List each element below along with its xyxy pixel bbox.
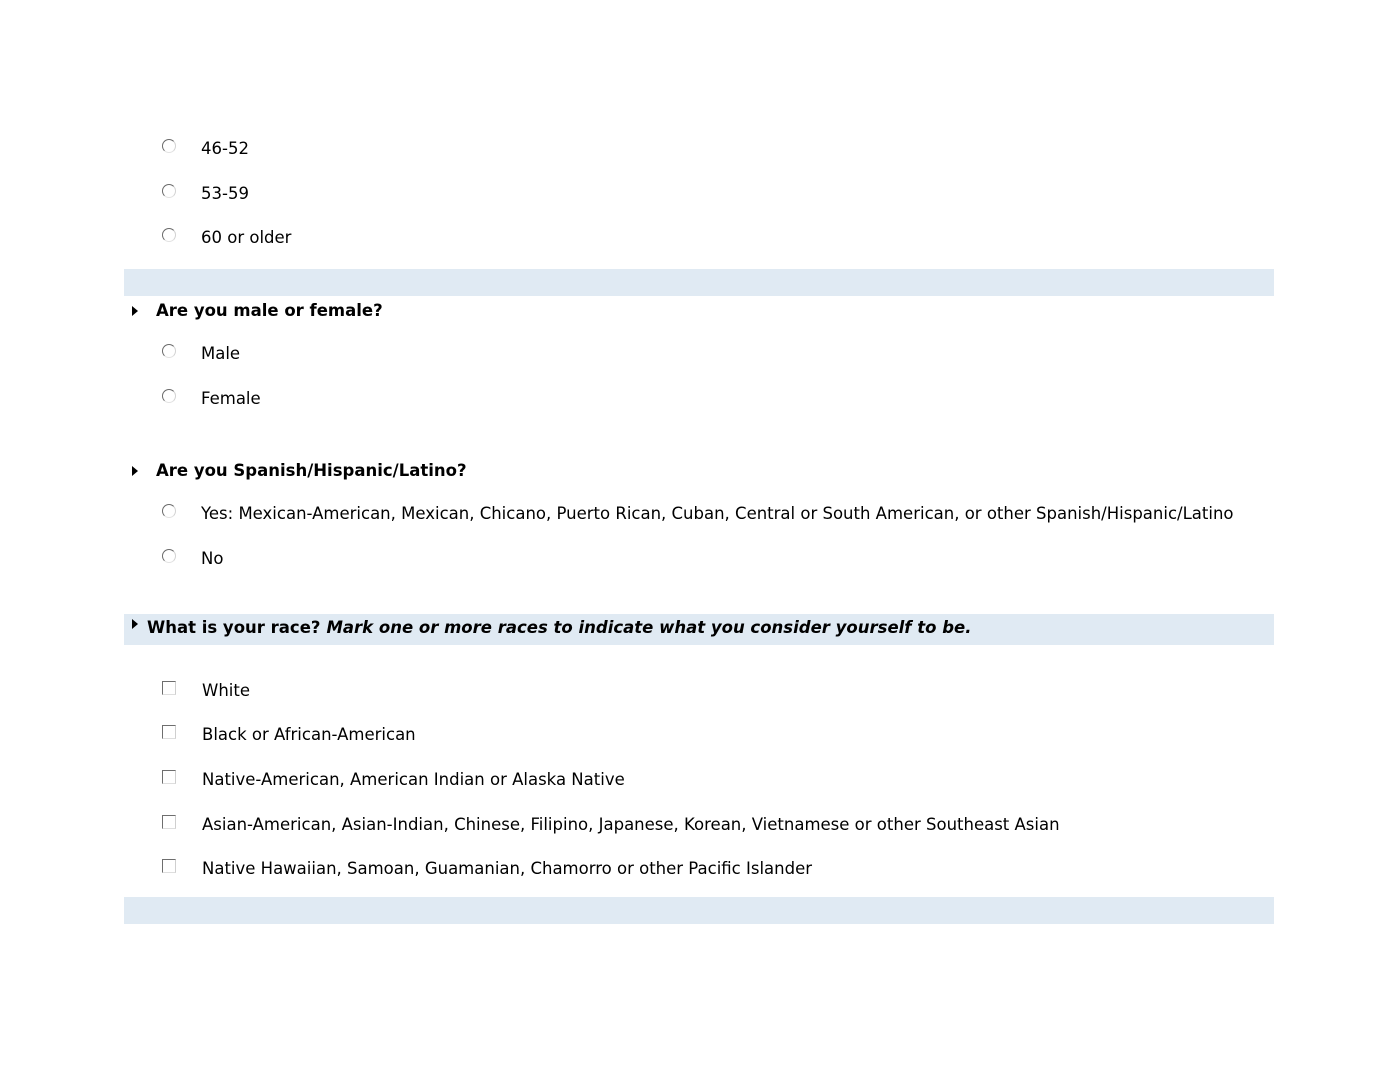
question-text: Are you male or female? [156, 301, 383, 320]
radio-button[interactable] [162, 184, 176, 198]
question-hint: Mark one or more races to indicate what you consider yourself to be. [326, 618, 972, 637]
option-label: Native-American, American Indian or Alaska Native [202, 770, 625, 789]
option-label: Female [201, 389, 261, 408]
question-gender [132, 300, 383, 322]
expand-arrow-icon [132, 466, 138, 476]
age-option-46-52[interactable] [162, 138, 249, 160]
option-label: 60 or older [201, 228, 292, 247]
checkbox[interactable] [162, 815, 176, 829]
radio-button[interactable] [162, 344, 176, 358]
option-label: Native Hawaiian, Samoan, Guamanian, Chamorro or other Pacific Islander [202, 859, 813, 878]
checkbox[interactable] [162, 859, 176, 873]
radio-button[interactable] [162, 389, 176, 403]
hispanic-option-no[interactable] [162, 548, 223, 570]
race-option-native-american[interactable] [162, 769, 625, 791]
section-divider [124, 269, 1274, 296]
age-option-60-or-older[interactable] [162, 227, 291, 249]
question-hispanic [132, 460, 467, 482]
age-option-53-59[interactable] [162, 183, 249, 205]
gender-option-male[interactable] [162, 343, 240, 365]
radio-button[interactable] [162, 549, 176, 563]
option-label: Yes: Mexican-American, Mexican, Chicano, Puerto Rican, Cuban, Central or South American, or other Spanish/Hispanic/Latino [201, 504, 1234, 523]
option-label: No [201, 549, 224, 568]
checkbox[interactable] [162, 725, 176, 739]
radio-button[interactable] [162, 504, 176, 518]
option-label: White [202, 681, 250, 700]
radio-button[interactable] [162, 139, 176, 153]
section-divider [124, 897, 1274, 924]
race-option-white[interactable] [162, 680, 250, 702]
checkbox[interactable] [162, 681, 176, 695]
hispanic-option-yes[interactable] [162, 503, 1234, 525]
question-text: Are you Spanish/Hispanic/Latino? [156, 461, 467, 480]
option-label: Asian-American, Asian-Indian, Chinese, Filipino, Japanese, Korean, Vietnamese or other Southeast Asian [202, 815, 1060, 834]
question-race [132, 617, 971, 639]
race-option-asian[interactable] [162, 814, 1060, 836]
race-option-pacific-islander[interactable] [162, 858, 812, 880]
radio-button[interactable] [162, 228, 176, 242]
option-label: Black or African-American [202, 725, 416, 744]
expand-arrow-icon [132, 619, 138, 629]
expand-arrow-icon [132, 306, 138, 316]
gender-option-female[interactable] [162, 388, 261, 410]
option-label: Male [201, 344, 241, 363]
race-option-black[interactable] [162, 724, 416, 746]
option-label: 46-52 [201, 139, 249, 158]
option-label: 53-59 [201, 184, 249, 203]
question-text: What is your race? [147, 618, 321, 637]
checkbox[interactable] [162, 770, 176, 784]
